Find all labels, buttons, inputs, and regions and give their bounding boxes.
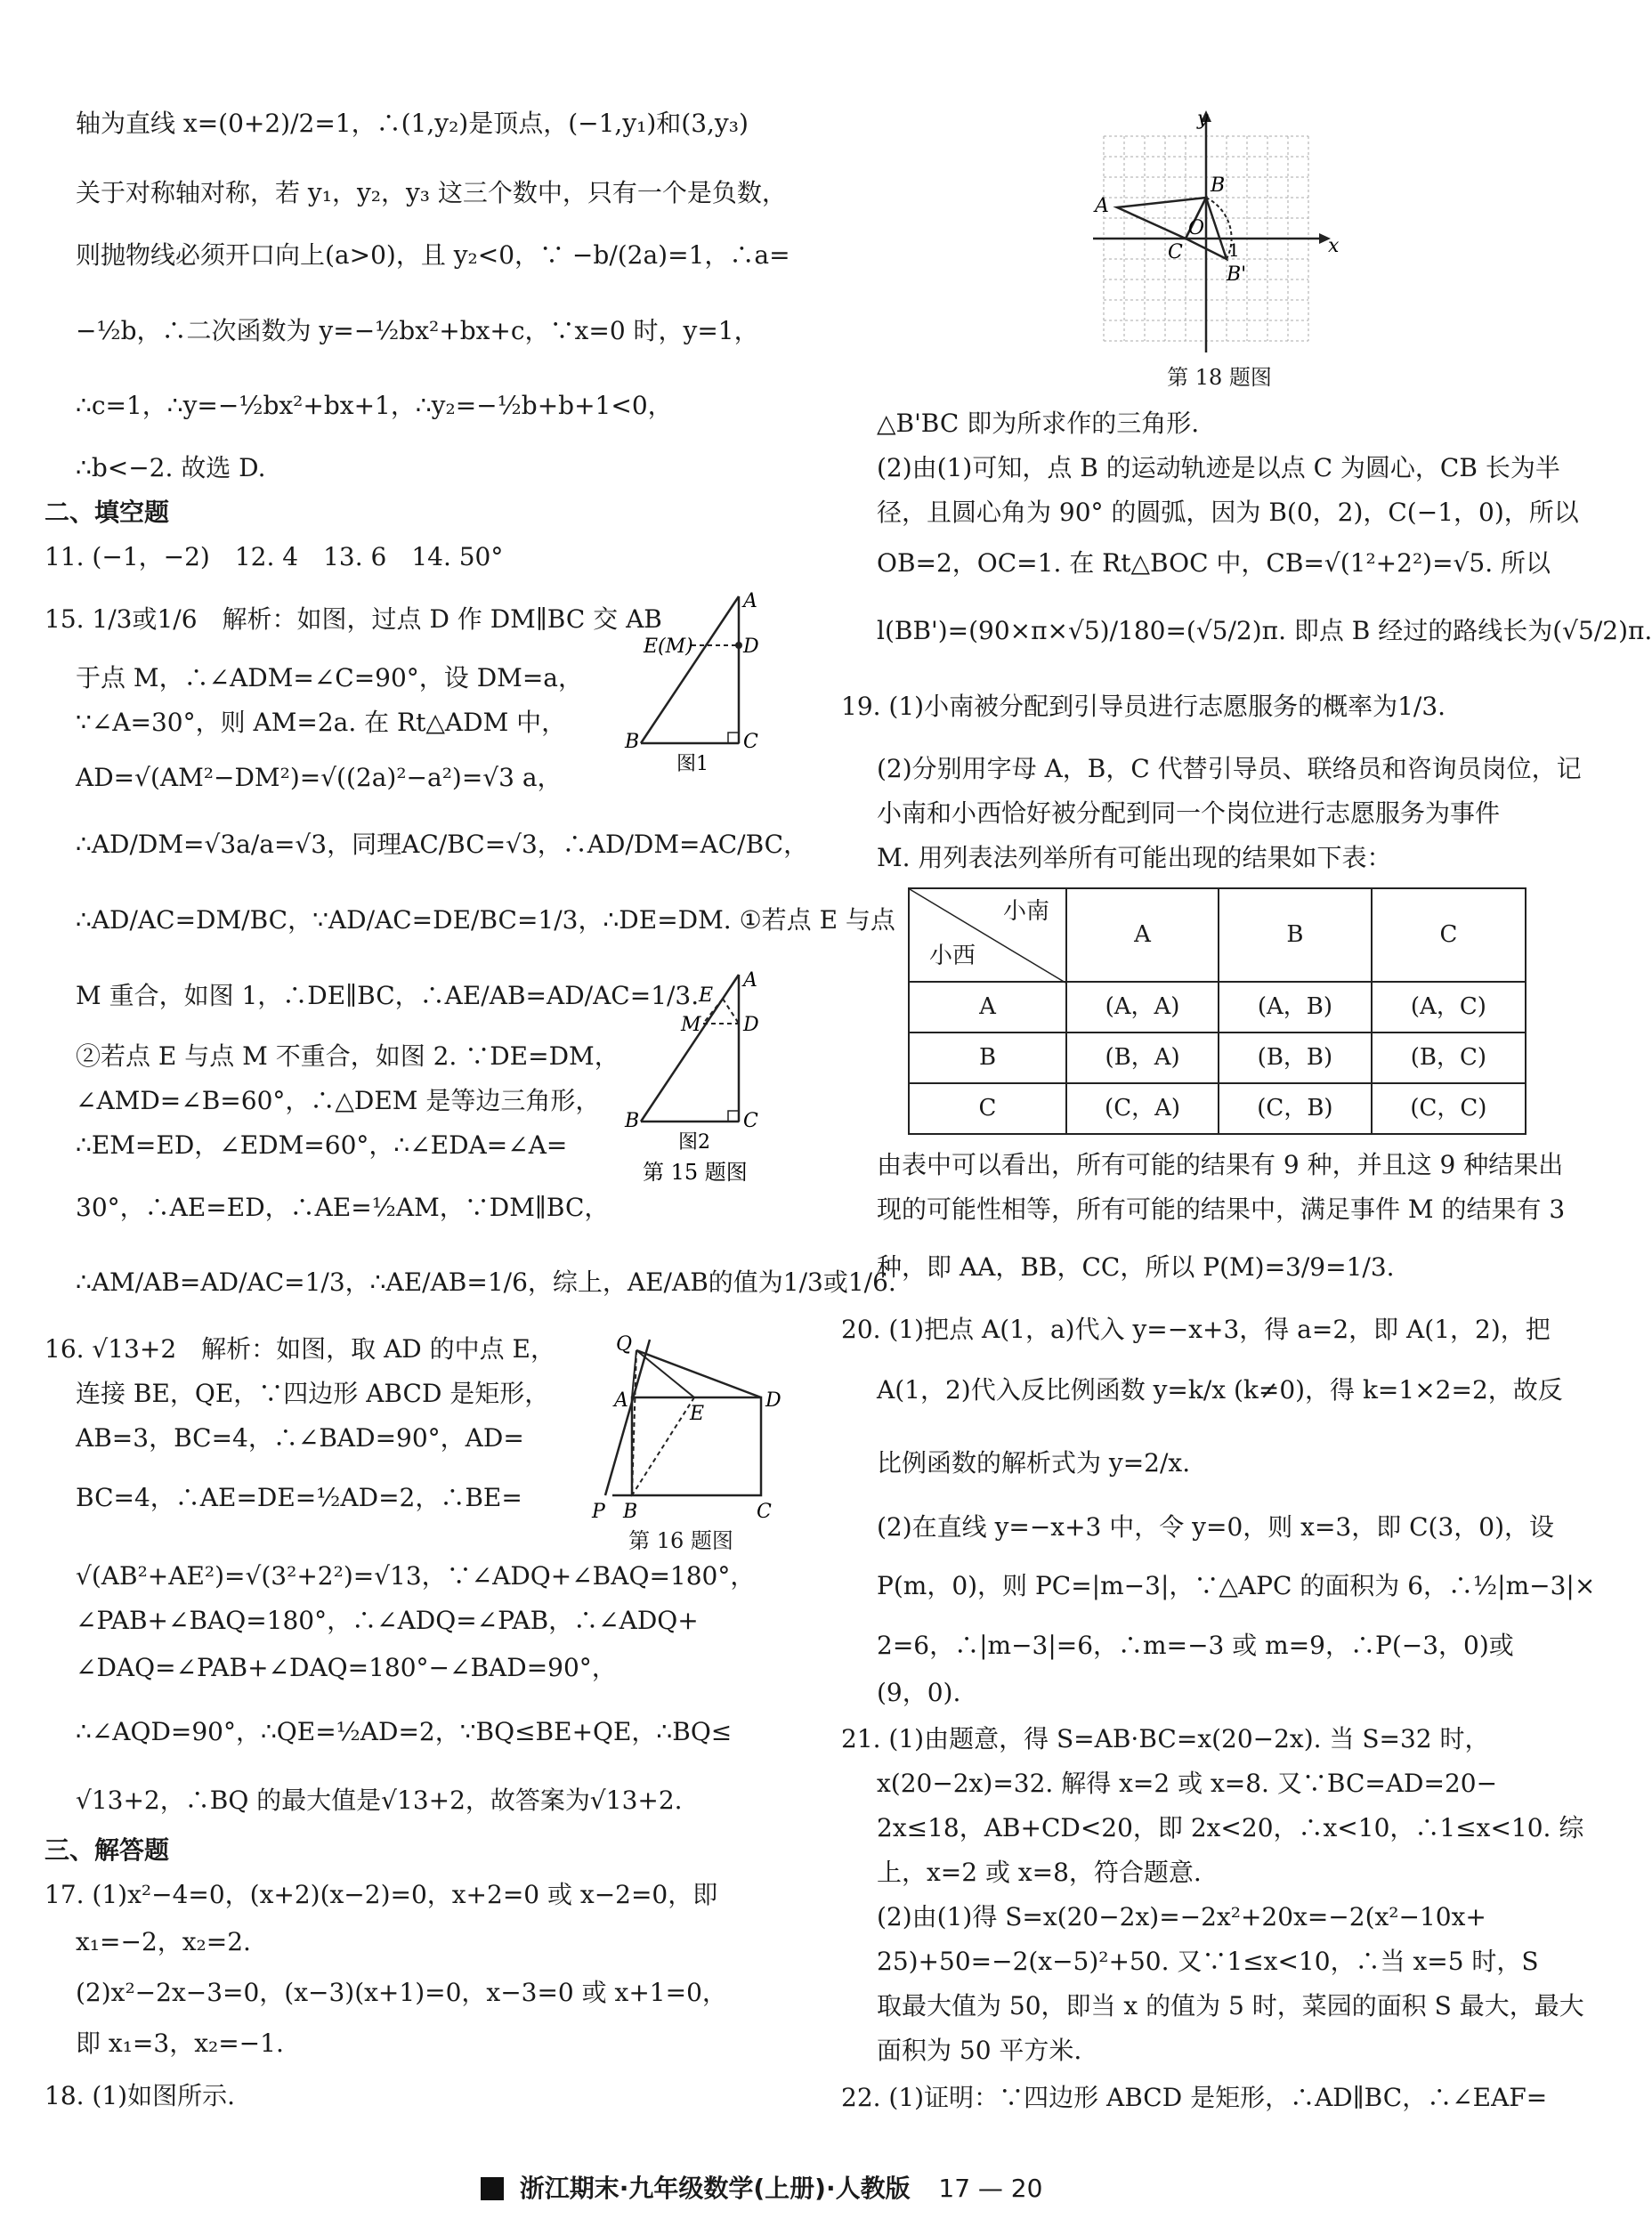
- q20-line: (2)在直线 y=−x+3 中，令 y=0，则 x=3，即 C(3，0)，设: [877, 1512, 1555, 1542]
- fig15-label: E: [699, 984, 714, 1007]
- table-row: [909, 1033, 1526, 1083]
- table-cell: (B，A): [1066, 1033, 1219, 1083]
- q19-line: M. 用列表法列举所有可能出现的结果如下表：: [877, 843, 1392, 872]
- text-line: ∴b<−2. 故选 D.: [76, 453, 266, 482]
- fig18-label: A: [1095, 195, 1109, 217]
- table-cell: (A，C): [1372, 982, 1526, 1033]
- q15-line: ∴AM/AB=AD/AC=1/3，∴AE/AB=1/6，综上，AE/AB的值为1/3或1/6.: [76, 1267, 896, 1297]
- table-cell: (C，C): [1372, 1083, 1526, 1134]
- q16-line: BC=4，∴AE=DE=½AD=2，∴BE=: [76, 1483, 522, 1512]
- fig15-label: D: [743, 1014, 759, 1036]
- fig16-label: A: [614, 1389, 628, 1412]
- fig18-label: 1: [1228, 239, 1240, 261]
- fig15-label: A: [743, 590, 757, 612]
- table-row-label: A: [909, 982, 1066, 1033]
- table-header: C: [1372, 888, 1526, 982]
- q16-line: ∠PAB+∠BAQ=180°，∴∠ADQ=∠PAB，∴∠ADQ+: [76, 1606, 699, 1635]
- page-footer: [481, 2172, 1042, 2206]
- q19-line: 种，即 AA，BB，CC，所以 P(M)=3/9=1/3.: [877, 1252, 1395, 1282]
- q16-line: ∠DAQ=∠PAB+∠DAQ=180°−∠BAD=90°，: [76, 1653, 617, 1682]
- table-row: [909, 982, 1526, 1033]
- q15-line: AD=√(AM²−DM²)=√((2a)²−a²)=√3 a，: [76, 763, 563, 792]
- text-line: 轴为直线 x=(0+2)/2=1，∴(1,y₂)是顶点，(−1,y₁)和(3,y₃): [76, 109, 749, 138]
- fig16-label: C: [757, 1501, 772, 1523]
- fig18-label: O: [1188, 217, 1205, 239]
- q15-line: ∴EM=ED，∠EDM=60°，∴∠EDA=∠A=: [76, 1130, 568, 1160]
- q21-line: (2)由(1)得 S=x(20−2x)=−2x²+20x=−2(x²−10x+: [877, 1902, 1486, 1931]
- q15-line: ∴AD/DM=√3a/a=√3，同理AC/BC=√3，∴AD/DM=AC/BC，: [76, 830, 809, 859]
- q17-line: 即 x₁=3，x₂=−1.: [76, 2029, 284, 2058]
- q15-line: M 重合，如图 1，∴DE∥BC，∴AE/AB=AD/AC=1/3.: [76, 981, 700, 1010]
- figure-16: [561, 1331, 781, 1535]
- text-line: △B'BC 即为所求作的三角形.: [877, 409, 1200, 438]
- fig16-label: Q: [616, 1333, 633, 1356]
- q21-line: x(20−2x)=32. 解得 x=2 或 x=8. 又∵BC=AD=20−: [877, 1769, 1498, 1798]
- results-table: [908, 887, 1526, 1135]
- q16-line: 连接 BE，QE，∵四边形 ABCD 是矩形，: [76, 1379, 550, 1408]
- q22-line: 22. (1)证明：∵四边形 ABCD 是矩形，∴AD∥BC，∴∠EAF=: [841, 2083, 1548, 2112]
- table-corner-cell: [909, 888, 1066, 982]
- q16-line: √13+2，∴BQ 的最大值是√13+2，故答案为√13+2.: [76, 1786, 683, 1815]
- fig18-caption: 第 18 题图: [1167, 365, 1272, 390]
- fig15-label: C: [743, 731, 758, 753]
- fig16-label: P: [592, 1501, 605, 1523]
- table-corner-bottom: 小西: [929, 942, 976, 969]
- table-header: B: [1219, 888, 1372, 982]
- q19-line: (2)分别用字母 A，B，C 代替引导员、联络员和咨询员岗位，记: [877, 754, 1582, 783]
- q15-line: ∵∠A=30°，则 AM=2a. 在 Rt△ADM 中，: [76, 708, 567, 737]
- text-line: l(BB')=(90×π×√5)/180=(√5/2)π. 即点 B 经过的路线长为(√5/2)π.: [877, 616, 1652, 645]
- q17-line: 17. (1)x²−4=0，(x+2)(x−2)=0，x+2=0 或 x−2=0，即: [45, 1880, 718, 1909]
- q18-line: 18. (1)如图所示.: [45, 2081, 235, 2110]
- q17-line: (2)x²−2x−3=0，(x−3)(x+1)=0，x−3=0 或 x+1=0，: [76, 1978, 727, 2007]
- table-cell: (A，A): [1066, 982, 1219, 1033]
- q17-line: x₁=−2，x₂=2.: [76, 1927, 251, 1956]
- text-line: OB=2，OC=1. 在 Rt△BOC 中，CB=√(1²+2²)=√5. 所以: [877, 548, 1551, 578]
- fig15-label: B: [625, 1110, 640, 1132]
- table-row: [909, 1083, 1526, 1134]
- q21-line: 面积为 50 平方米.: [877, 2036, 1082, 2065]
- section-heading: 二、填空题: [45, 498, 170, 527]
- table-cell: (B，C): [1372, 1033, 1526, 1083]
- fig15-caption-1: 图1: [676, 753, 709, 775]
- fig18-label: y: [1197, 108, 1209, 130]
- fig18-label: B': [1227, 263, 1247, 286]
- fig15-caption-2: 图2: [678, 1131, 710, 1154]
- q21-line: 21. (1)由题意，得 S=AB·BC=x(20−2x). 当 S=32 时，: [841, 1724, 1490, 1753]
- table-row-label: B: [909, 1033, 1066, 1083]
- text-line: (2)由(1)可知，点 B 的运动轨迹是以点 C 为圆心，CB 长为半: [877, 453, 1560, 482]
- fig18-label: B: [1211, 174, 1226, 197]
- q15-line: 15. 1/3或1/6 解析：如图，过点 D 作 DM∥BC 交 AB: [45, 604, 662, 634]
- q20-line: 20. (1)把点 A(1，a)代入 y=−x+3，得 a=2，即 A(1，2)，把: [841, 1315, 1551, 1344]
- q16-line: AB=3，BC=4，∴∠BAD=90°，AD=: [76, 1423, 524, 1453]
- fill-answers: 11. (−1，−2) 12. 4 13. 6 14. 50°: [45, 542, 504, 571]
- q15-line: ∠AMD=∠B=60°，∴△DEM 是等边三角形，: [76, 1086, 601, 1115]
- fig16-caption: 第 16 题图: [628, 1528, 733, 1553]
- fig15-line: [641, 596, 739, 743]
- fig16-line-pq: [605, 1340, 650, 1495]
- table-corner-top: 小南: [1002, 898, 1049, 925]
- footer-title: 浙江期末·九年级数学(上册)·人教版: [519, 2174, 911, 2203]
- footer-square-icon: [481, 2177, 504, 2200]
- fig15-right-angle: [728, 1111, 739, 1122]
- table-row-label: C: [909, 1083, 1066, 1134]
- q19-line: 19. (1)小南被分配到引导员进行志愿服务的概率为1/3.: [841, 692, 1446, 721]
- q16-line: ∴∠AQD=90°，∴QE=½AD=2，∵BQ≤BE+QE，∴BQ≤: [76, 1717, 733, 1746]
- q15-line: 于点 M，∴∠ADM=∠C=90°，设 DM=a，: [76, 663, 583, 692]
- text-line: ∴c=1，∴y=−½bx²+bx+1，∴y₂=−½b+b+1<0，: [76, 391, 673, 420]
- fig15-dashed-line: [723, 999, 739, 1024]
- q21-line: 上，x=2 或 x=8，符合题意.: [877, 1858, 1202, 1887]
- q20-line: A(1，2)代入反比例函数 y=k/x (k≠0)，得 k=1×2=2，故反: [877, 1375, 1563, 1405]
- fig16-label: E: [690, 1403, 705, 1425]
- text-line: 径，且圆心角为 90° 的圆弧，因为 B(0，2)，C(−1，0)，所以: [877, 498, 1579, 527]
- fig16-label: D: [765, 1389, 781, 1412]
- text-line: 则抛物线必须开口向上(a>0)，且 y₂<0，∵ −b/(2a)=1，∴a=: [76, 240, 790, 270]
- table-cell: (A，B): [1219, 982, 1372, 1033]
- fig16-line-be: [632, 1397, 694, 1495]
- fig16-line-qe: [636, 1350, 694, 1397]
- fig18-label: C: [1168, 241, 1183, 263]
- figure-15: [623, 587, 765, 1193]
- fig15-label: B: [625, 731, 640, 753]
- q16-line: 16. √13+2 解析：如图，取 AD 的中点 E，: [45, 1334, 555, 1364]
- fig15-caption: 第 15 题图: [643, 1160, 748, 1185]
- q21-line: 2x≤18，AB+CD<20，即 2x<20，∴x<10，∴1≤x<10. 综: [877, 1813, 1584, 1842]
- q20-line: 比例函数的解析式为 y=2/x.: [877, 1448, 1191, 1478]
- q20-line: P(m，0)，则 PC=|m−3|，∵△APC 的面积为 6，∴½|m−3|×: [877, 1571, 1596, 1600]
- fig16-label: B: [623, 1501, 638, 1523]
- fig15-line: [641, 975, 739, 1122]
- q15-line: ②若点 E 与点 M 不重合，如图 2. ∵DE=DM，: [76, 1041, 620, 1071]
- fig15-label: M: [681, 1014, 701, 1036]
- text-line: −½b，∴二次函数为 y=−½bx²+bx+c，∵x=0 时，y=1，: [76, 316, 759, 345]
- q19-line: 现的可能性相等，所有可能的结果中，满足事件 M 的结果有 3: [877, 1194, 1566, 1224]
- text-line: 关于对称轴对称，若 y₁，y₂，y₃ 这三个数中，只有一个是负数，: [76, 178, 787, 207]
- q20-line: 2=6，∴|m−3|=6，∴m=−3 或 m=9，∴P(−3，0)或: [877, 1631, 1514, 1660]
- table-cell: (C，A): [1066, 1083, 1219, 1134]
- table-cell: (B，B): [1219, 1033, 1372, 1083]
- fig16-line-qd: [636, 1350, 761, 1397]
- page-number: 17 — 20: [938, 2174, 1043, 2203]
- q21-line: 取最大值为 50，即当 x 的值为 5 时，菜园的面积 S 最大，最大: [877, 1991, 1584, 2020]
- section-heading: 三、解答题: [45, 1835, 170, 1865]
- fig15-label: C: [743, 1110, 758, 1132]
- q19-line: 由表中可以看出，所有可能的结果有 9 种，并且这 9 种结果出: [877, 1150, 1564, 1179]
- table-header: A: [1066, 888, 1219, 982]
- q20-line: (9，0).: [877, 1678, 961, 1707]
- fig15-point-d: [735, 642, 742, 649]
- fig15-label: D: [743, 636, 759, 658]
- q21-line: 25)+50=−2(x−5)²+50. 又∵1≤x<10，∴当 x=5 时，S: [877, 1947, 1539, 1976]
- fig15-label: E(M): [644, 636, 693, 658]
- q19-line: 小南和小西恰好被分配到同一个岗位进行志愿服务为事件: [877, 798, 1501, 828]
- table-cell: (C，B): [1219, 1083, 1372, 1134]
- q16-line: √(AB²+AE²)=√(3²+2²)=√13，∵∠ADQ+∠BAQ=180°，: [76, 1561, 756, 1591]
- q15-line: ∴AD/AC=DM/BC，∵AD/AC=DE/BC=1/3，∴DE=DM. ①若点 E 与点: [76, 905, 895, 935]
- figure-18: [1086, 105, 1353, 372]
- fig15-right-angle: [728, 733, 739, 743]
- fig18-label: x: [1328, 235, 1340, 257]
- q15-line: 30°，∴AE=ED，∴AE=½AM，∵DM∥BC，: [76, 1193, 610, 1222]
- fig15-label: A: [743, 969, 757, 992]
